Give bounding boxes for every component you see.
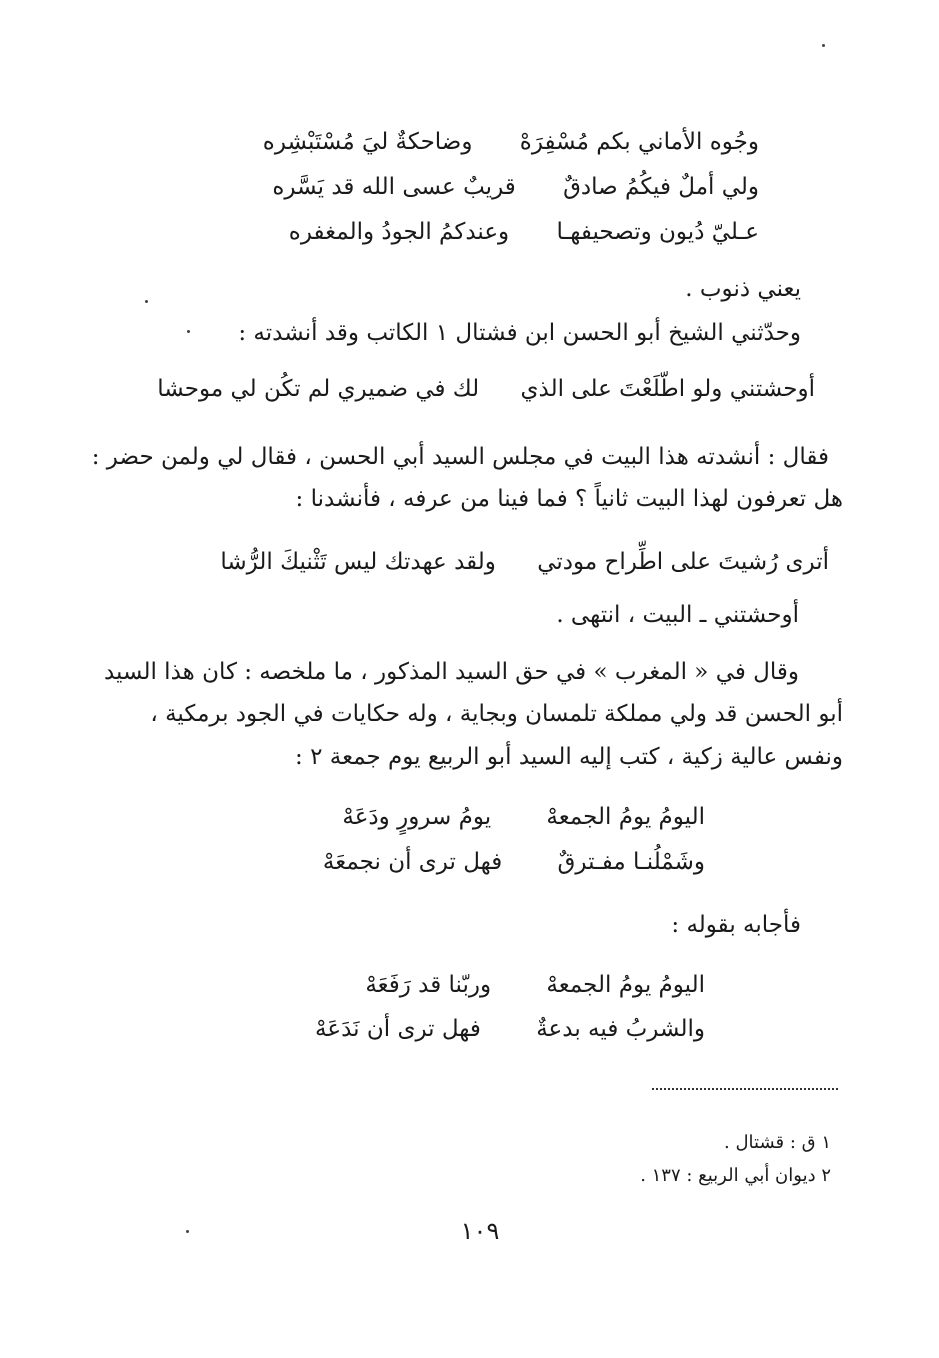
hemistich-first: اليومُ يومُ الجمعهْ	[546, 972, 705, 998]
page-number: ١٠٩	[460, 1217, 500, 1245]
hemistich-first: ولي أملٌ فيكُمُ صادقٌ	[563, 174, 759, 200]
hemistich-first: والشربُ فيه بدعةٌ	[536, 1016, 705, 1042]
poem-verse	[315, 1012, 705, 1046]
poem-verse	[272, 170, 759, 204]
hemistich-second: فهل ترى أن نجمعَهْ	[322, 849, 503, 875]
poem-verse	[263, 125, 759, 159]
single-verse	[220, 545, 829, 579]
footnote-separator	[652, 1088, 838, 1090]
paragraph-line: هل تعرفون لهذا البيت ثانياً ؟ فما فينا من عرفه ، فأنشدنا :	[295, 486, 843, 512]
paragraph-line: ونفس عالية زكية ، كتب إليه السيد أبو الربيع يوم جمعة ٢ :	[295, 744, 843, 770]
paragraph-line: وقال في « المغرب » في حق السيد المذكور ، ما ملخصه : كان هذا السيد	[103, 659, 799, 685]
paragraph-line: وحدّثني الشيخ أبو الحسن ابن فشتال ١ الكاتب وقد أنشدته :	[238, 320, 801, 346]
hemistich-second: وضاحكةٌ ليَ مُسْتَبْشِره	[262, 129, 473, 155]
scan-speck	[187, 330, 190, 333]
scan-speck	[186, 1230, 189, 1233]
hemistich-second: لك في ضميري لم تكُن لي موحشا	[157, 376, 480, 402]
footnote: ١ ق : قشتال .	[724, 1132, 831, 1153]
footnote: ٢ ديوان أبي الربيع : ١٣٧ .	[640, 1165, 831, 1186]
hemistich-second: وعندكمُ الجودُ والمغفره	[288, 219, 510, 245]
hemistich-second: وربّنا قد رَفَعَهْ	[365, 972, 492, 998]
paragraph-line: أبو الحسن قد ولي مملكة تلمسان وبجاية ، وله حكايات في الجود برمكية ،	[150, 701, 843, 727]
hemistich-first: وشَمْلُنـا مفـترقٌ	[557, 849, 705, 875]
paragraph-line: فقال : أنشدته هذا البيت في مجلس السيد أبي الحسن ، فقال لي ولمن حضر :	[91, 444, 829, 470]
hemistich-second: ولقد عهدتك ليس تَثْنيكَ الرُّشا	[220, 549, 496, 575]
poem-verse	[342, 800, 705, 834]
hemistich-first: وجُوه الأماني بكم مُسْفِرَهْ	[519, 129, 759, 155]
hemistich-first: عـليّ دُيون وتصحيفهـا	[556, 219, 759, 245]
scan-speck	[145, 300, 148, 303]
paragraph-line: أوحشتني ـ البيت ، انتهى .	[556, 602, 799, 628]
hemistich-first: اليومُ يومُ الجمعهْ	[546, 804, 705, 830]
hemistich-second: قريبٌ عسى الله قد يَسَّره	[272, 174, 516, 200]
poem-verse	[323, 845, 705, 879]
paragraph-line: فأجابه بقوله :	[671, 912, 801, 938]
scan-speck	[822, 44, 825, 47]
hemistich-second: فهل ترى أن نَدَعَهْ	[315, 1016, 481, 1042]
hemistich-second: يومُ سرورٍ ودَعَهْ	[342, 804, 492, 830]
paragraph-line: يعني ذنوب .	[685, 276, 801, 302]
poem-verse	[365, 968, 705, 1002]
poem-verse	[289, 215, 759, 249]
hemistich-first: أترى رُشيتَ على اطِّراح مودتي	[537, 549, 829, 575]
hemistich-first: أوحشتني ولو اطّلَعْتَ على الذي	[520, 376, 815, 402]
single-verse	[157, 372, 815, 406]
